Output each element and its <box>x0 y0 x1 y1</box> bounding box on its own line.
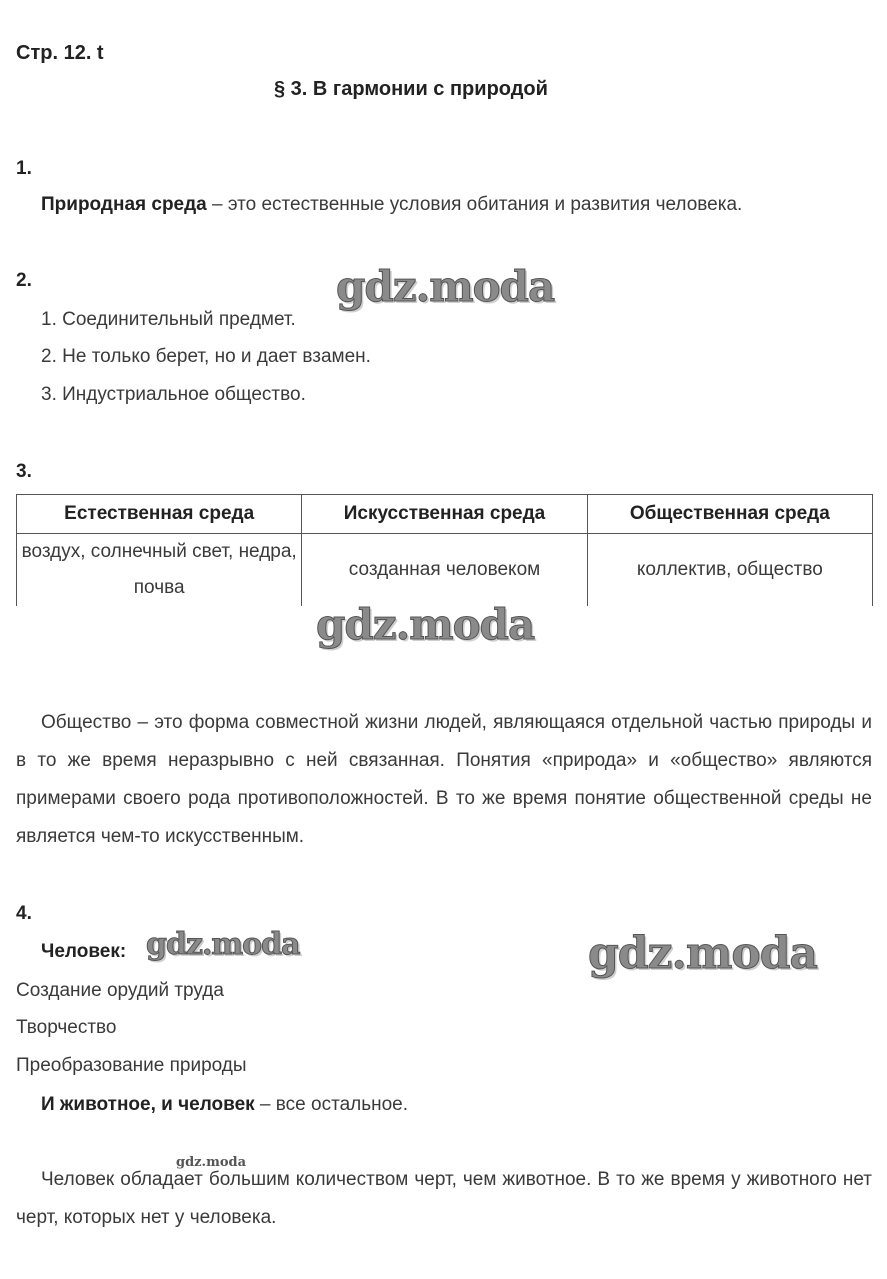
watermark-logo: gdz.moda <box>316 600 535 649</box>
table-header-natural: Естественная среда <box>17 495 302 534</box>
society-paragraph: Общество – это форма совместной жизни людей, являющаяся отдельной частью природы и в то же время неразрывно с ней связанная. Понятия «природа» и «общество» являются примерами своего рода противоположностей. В то же время понятие общественной среды не является чем-то искусственным. <box>16 712 872 847</box>
watermark-logo: gdz.moda <box>588 928 818 979</box>
both-label: И животное, и человек <box>41 1094 255 1115</box>
human-label: Человек: <box>41 941 127 962</box>
comparison-paragraph: Человек обладает большим количеством черт, чем животное. В то же время у животного нет черт, которых нет у человека. <box>16 1169 872 1228</box>
question-3-number: 3. <box>16 461 32 482</box>
both-traits-line <box>41 1093 408 1117</box>
answer-item: 1. Соединительный предмет. <box>41 309 296 330</box>
table-row <box>17 534 873 607</box>
table-header-social: Общественная среда <box>587 495 872 534</box>
both-rest: – все остальное. <box>254 1094 409 1115</box>
question-2-number: 2. <box>16 270 32 291</box>
human-trait-item: Творчество <box>16 1017 117 1038</box>
answer-item: 2. Не только берет, но и дает взамен. <box>41 346 371 367</box>
table-header-artificial: Искусственная среда <box>302 495 587 534</box>
watermark-logo: gdz.moda <box>336 262 555 311</box>
question-4-number: 4. <box>16 903 32 924</box>
answer-item: 3. Индустриальное общество. <box>41 384 306 405</box>
human-trait-item: Создание орудий труда <box>16 980 224 1001</box>
table-cell-artificial: созданная человеком <box>302 534 587 607</box>
section-title: § 3. В гармонии с природой <box>274 78 548 100</box>
environment-table <box>16 494 873 606</box>
page-reference: Стр. 12. t <box>16 42 104 64</box>
human-trait-item: Преобразование природы <box>16 1055 247 1076</box>
term-natural-environment: Природная среда <box>41 194 207 215</box>
table-cell-social: коллектив, общество <box>587 534 872 607</box>
watermark-logo: gdz.moda <box>146 927 300 962</box>
question-1-answer <box>41 193 742 217</box>
term-definition: – это естественные условия обитания и развития человека. <box>206 194 743 215</box>
watermark-logo: gdz.moda <box>176 1155 247 1170</box>
table-cell-natural: воздух, солнечный свет, недра, почва <box>17 534 302 607</box>
question-1-number: 1. <box>16 158 32 179</box>
